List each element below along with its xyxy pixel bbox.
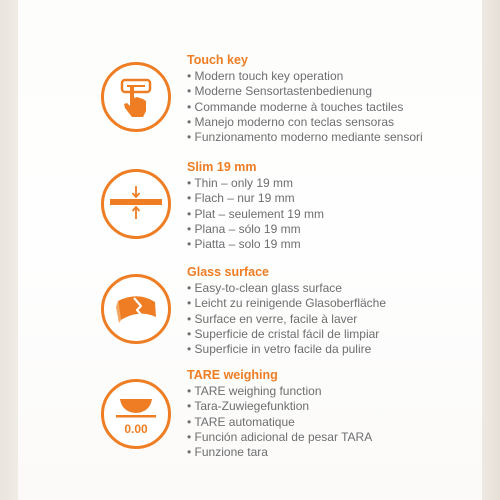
feature-title: Slim 19 mm [187, 160, 257, 174]
feature-title: Touch key [187, 53, 248, 67]
touch-key-text [187, 53, 423, 145]
list-item: • Leicht zu reinigende Glasoberfläche [187, 296, 386, 311]
list-item: • Piatta – solo 19 mm [187, 237, 324, 252]
glass-surface-icon [101, 274, 171, 344]
feature-list [187, 384, 372, 460]
tare-display-value: 0.00 [124, 422, 148, 436]
list-item: • Flach – nur 19 mm [187, 191, 324, 206]
tare-text [187, 368, 372, 460]
glass-surface-text [187, 265, 386, 357]
list-item: • Surface en verre, facile à laver [187, 312, 386, 327]
list-item: • Superficie in vetro facile da pulire [187, 342, 386, 357]
list-item: • Modern touch key operation [187, 69, 423, 84]
slim-text [187, 160, 324, 252]
list-item: • Plat – seulement 19 mm [187, 207, 324, 222]
feature-list [187, 176, 324, 252]
tare-bowl-icon [101, 379, 171, 449]
list-item: • Superficie de cristal fácil de limpiar [187, 327, 386, 342]
list-item: • Manejo moderno con teclas sensoras [187, 115, 423, 130]
list-item: • Funzione tara [187, 445, 372, 460]
list-item: • Commande moderne à touches tactiles [187, 100, 423, 115]
feature-list [187, 69, 423, 145]
list-item: • Easy-to-clean glass surface [187, 281, 386, 296]
slim-thickness-icon [101, 169, 171, 239]
list-item: • Funzionamento moderno mediante sensori [187, 130, 423, 145]
list-item: • Moderne Sensortastenbedienung [187, 84, 423, 99]
list-item: • Plana – sólo 19 mm [187, 222, 324, 237]
feature-sheet [18, 0, 482, 500]
list-item: • Tara-Zuwiegefunktion [187, 399, 372, 414]
feature-list [187, 281, 386, 357]
touch-key-icon [101, 62, 171, 132]
feature-title: TARE weighing [187, 368, 278, 382]
list-item: • Thin – only 19 mm [187, 176, 324, 191]
feature-title: Glass surface [187, 265, 269, 279]
list-item: • TARE weighing function [187, 384, 372, 399]
list-item: • Función adicional de pesar TARA [187, 430, 372, 445]
list-item: • TARE automatique [187, 415, 372, 430]
